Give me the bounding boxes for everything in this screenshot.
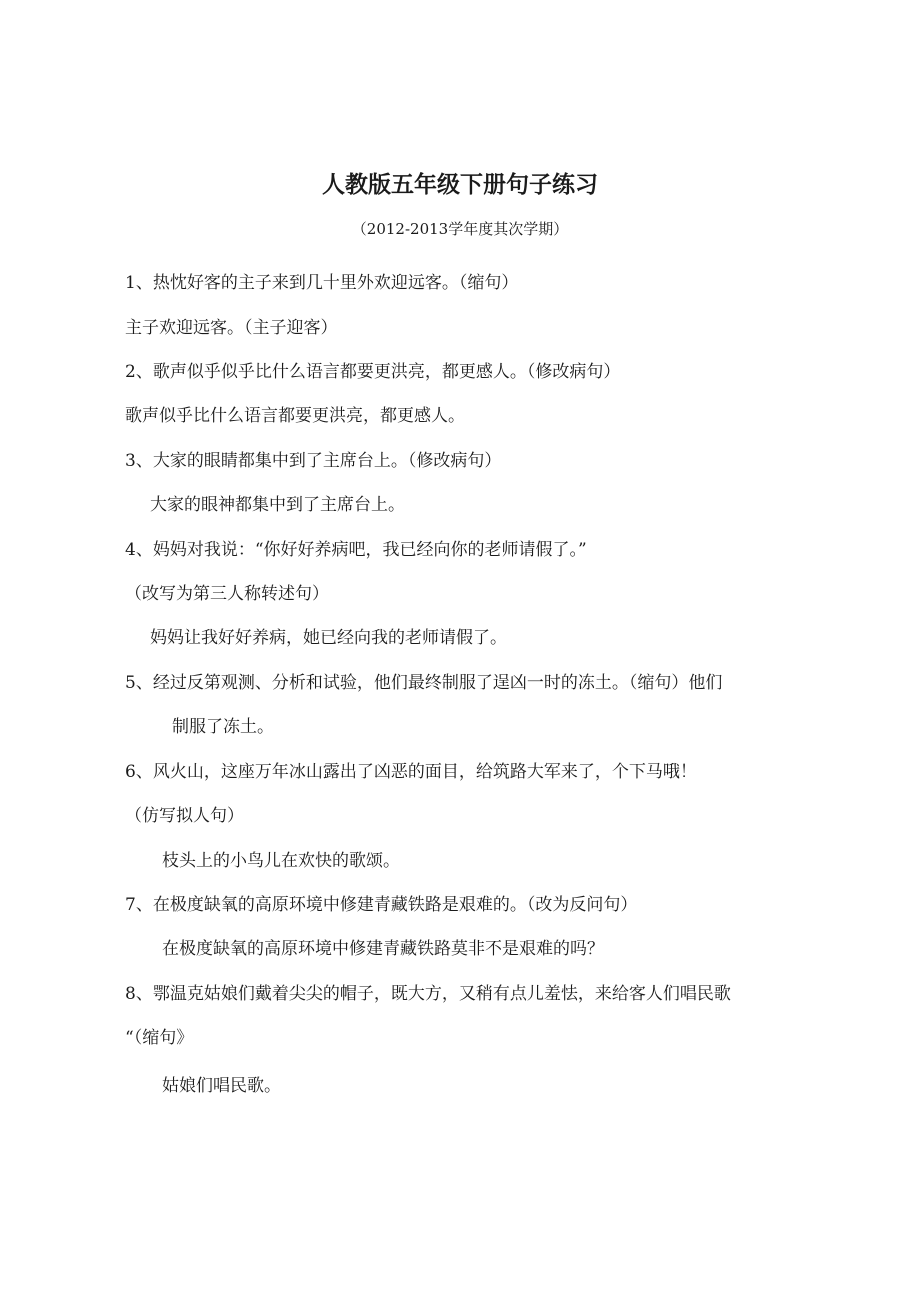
question-8: 8、鄂温克姑娘们戴着尖尖的帽子，既大方，又稍有点儿羞怯，来给客人们唱民歌 xyxy=(125,984,731,1004)
question-4: 4、妈妈对我说：“你好好养病吧，我已经向你的老师请假了。” xyxy=(125,540,587,560)
question-1: 1、热忱好客的主子来到几十里外欢迎远客。（缩句） xyxy=(125,273,519,293)
answer-7: 在极度缺氧的高原环境中修建青藏铁路莫非不是艰难的吗？ xyxy=(162,939,604,959)
answer-3: 大家的眼神都集中到了主席台上。 xyxy=(150,495,405,515)
answer-6: 枝头上的小鸟儿在欢快的歌颂。 xyxy=(162,851,400,871)
answer-1: 主子欢迎远客。（主子迎客） xyxy=(125,318,338,338)
document-title: 人教版五年级下册句子练习 xyxy=(322,172,598,198)
question-6-instruction: （仿写拟人句） xyxy=(125,806,244,826)
question-5: 5、经过反第观测、分析和试验，他们最终制服了逞凶一时的冻土。（缩句）他们 xyxy=(125,673,723,693)
question-2: 2、歌声似乎似乎比什么语言都要更洪亮，都更感人。（修改病句） xyxy=(125,362,621,382)
answer-4: 妈妈让我好好养病，她已经向我的老师请假了。 xyxy=(150,628,507,648)
answer-5: 制服了冻土。 xyxy=(172,717,274,737)
question-3: 3、大家的眼睛都集中到了主席台上。（修改病句） xyxy=(125,451,502,471)
document-subtitle: （2012-2013学年度其次学期） xyxy=(351,220,569,238)
answer-8: 姑娘们唱民歌。 xyxy=(162,1076,281,1096)
question-8-instruction: “（缩句》 xyxy=(125,1028,194,1048)
question-4-instruction: （改写为第三人称转述句） xyxy=(125,584,329,604)
answer-2: 歌声似乎比什么语言都要更洪亮，都更感人。 xyxy=(125,406,465,426)
question-6: 6、风火山，这座万年冰山露出了凶恶的面目，给筑路大军来了，个下马哦！ xyxy=(125,762,697,782)
question-7: 7、在极度缺氧的高原环境中修建青藏铁路是艰难的。（改为反问句） xyxy=(125,895,638,915)
